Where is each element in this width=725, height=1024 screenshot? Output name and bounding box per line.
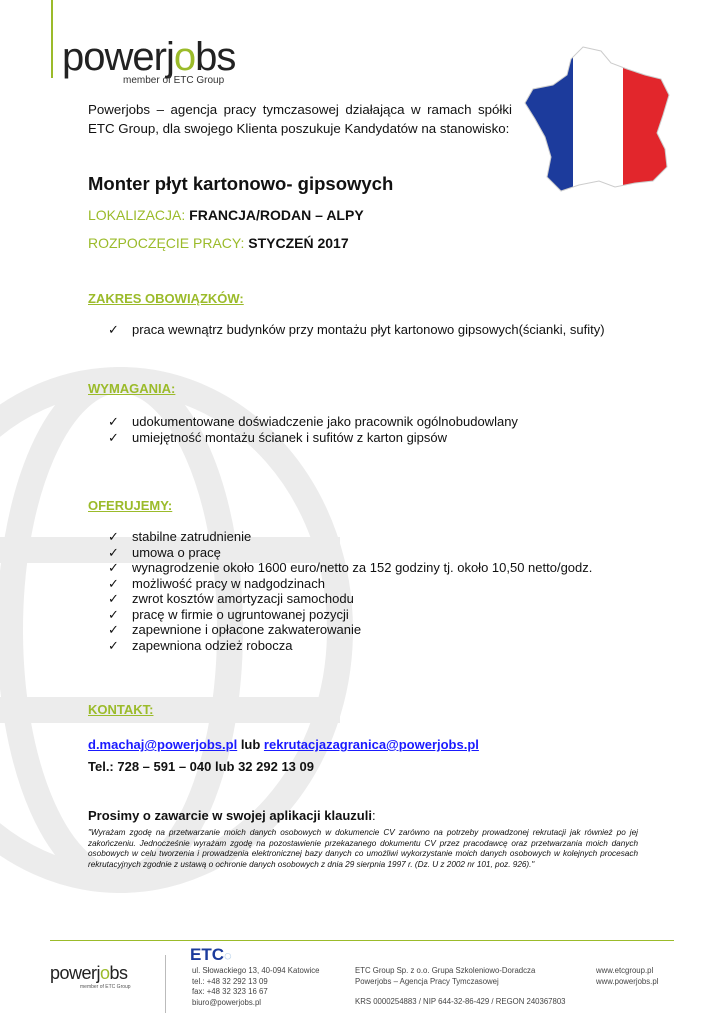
checkmark-icon: ✓: [108, 429, 119, 445]
location-label: LOKALIZACJA:: [88, 207, 186, 223]
or-text: lub: [237, 737, 264, 752]
list-item: ✓ zapewnione i opłacone zakwaterowanie: [108, 622, 362, 637]
checkmark-icon: ✓: [108, 322, 119, 337]
checkmark-icon: ✓: [108, 560, 119, 575]
scope-heading: ZAKRES OBOWIĄZKÓW:: [88, 291, 244, 306]
email-link-rekrutacja[interactable]: rekrutacjazagranica@powerjobs.pl: [263, 737, 479, 752]
location-line: [88, 207, 364, 223]
clause-heading: Prosimy o zawarcie w swojej aplikacji klauzuli:: [88, 808, 376, 823]
list-item: ✓ zwrot kosztów amortyzacji samochodu: [108, 591, 354, 606]
footer-address: ul. Słowackiego 13, 40-094 Katowice tel.: +48 32 292 13 09 fax: +48 32 323 16 67 biuro@powerjobs.pl: [192, 966, 320, 1007]
offer-list: [108, 529, 592, 653]
footer-separator: [165, 955, 166, 1013]
checkmark-icon: ✓: [108, 591, 119, 606]
intro-text: Powerjobs – agencja pracy tymczasowej działająca w ramach spółki ETC Group, dla swojego Klienta poszukuje Kandydatów na stanowisko:: [88, 102, 512, 136]
list-item: ✓ stabilne zatrudnienie: [108, 529, 252, 544]
start-value: STYCZEŃ 2017: [248, 235, 349, 251]
list-item: ✓ umiejętność montażu ścianek i sufitów z karton gipsów: [108, 429, 448, 445]
checkmark-icon: ✓: [108, 529, 119, 544]
footer-web: [596, 966, 658, 987]
list-item: ✓ umowa o pracę: [108, 544, 221, 560]
phone-line: Tel.: 728 – 591 – 040 lub 32 292 13 09: [88, 759, 314, 774]
web-link-etcgroup[interactable]: www.etcgroup.pl: [596, 966, 654, 975]
checkmark-icon: ✓: [108, 637, 119, 653]
location-value: FRANCJA/RODAN – ALPY: [189, 207, 364, 223]
etc-logo: ETC◌: [190, 945, 232, 964]
list-item: ✓ możliwość pracy w nadgodzinach: [108, 575, 325, 591]
offer-heading: OFERUJEMY:: [88, 498, 173, 513]
list-item: ✓ udokumentowane doświadczenie jako pracownik ogólnobudowlany: [108, 414, 518, 429]
powerjobs-logo: powerjobs: [62, 35, 236, 79]
checkmark-icon: ✓: [108, 575, 119, 591]
list-item: ✓ zapewniona odzież robocza: [108, 637, 293, 653]
web-link-powerjobs[interactable]: www.powerjobs.pl: [596, 976, 659, 986]
footer-divider: [50, 940, 674, 941]
footer-company: ETC Group Sp. z o.o. Grupa Szkoleniowo-Doradcza Powerjobs – Agencja Pracy Tymczasowej: [355, 966, 536, 986]
start-line: [88, 235, 349, 251]
header-accent-line: [51, 0, 53, 78]
checkmark-icon: ✓: [108, 544, 119, 560]
contact-emails: [88, 737, 479, 752]
checkmark-icon: ✓: [108, 622, 119, 637]
contact-heading: KONTAKT:: [88, 702, 154, 717]
clause-text: "Wyrażam zgodę na przetwarzanie moich danych osobowych w dokumencie CV zarówno na potrzeby prowadzonej rekrutacji jak również po jej zakończeniu. Jednocześnie wyrażam zgodę na pozostawienie przekazanego dokumentu CV przez pracodawcę oraz przetwarzania moich danych osobowych w celu tworzenia i prowadzenia elektronicznej bazy danych co umożliwi wykorzystanie moich danych osobowych w kolejnych procesach rekrutacyjnych zgodnie z ustawą o ochronie danych osobowych z dnia 29 sierpnia 1997 r. (Dz. U z 2002 nr 101, poz. 926).": [88, 828, 638, 869]
list-item: ✓ wynagrodzenie około 1600 euro/netto za 152 godziny tj. około 10,50 netto/godz.: [108, 560, 593, 575]
france-flag-map: [523, 45, 673, 197]
checkmark-icon: ✓: [108, 606, 119, 622]
email-link-machaj[interactable]: d.machaj@powerjobs.pl: [88, 737, 238, 752]
list-item: ✓ praca wewnątrz budynków przy montażu płyt kartonowo gipsowych(ścianki, sufity): [108, 322, 605, 337]
scope-list: [108, 322, 605, 338]
job-title: Monter płyt kartonowo- gipsowych: [88, 173, 394, 194]
footer-registry: KRS 0000254883 / NIP 644-32-86-429 / REGON 240367803: [355, 997, 566, 1006]
requirements-heading: WYMAGANIA:: [88, 381, 176, 396]
start-label: ROZPOCZĘCIE PRACY:: [88, 235, 245, 251]
logo-subtitle: member of ETC Group: [123, 75, 225, 86]
footer-logo-subtitle: member of ETC Group: [80, 984, 131, 990]
list-item: ✓ pracę w firmie o ugruntowanej pozycji: [108, 606, 349, 622]
checkmark-icon: ✓: [108, 414, 119, 429]
requirements-list: [108, 414, 518, 445]
footer-powerjobs-logo: powerjobs: [50, 963, 128, 983]
